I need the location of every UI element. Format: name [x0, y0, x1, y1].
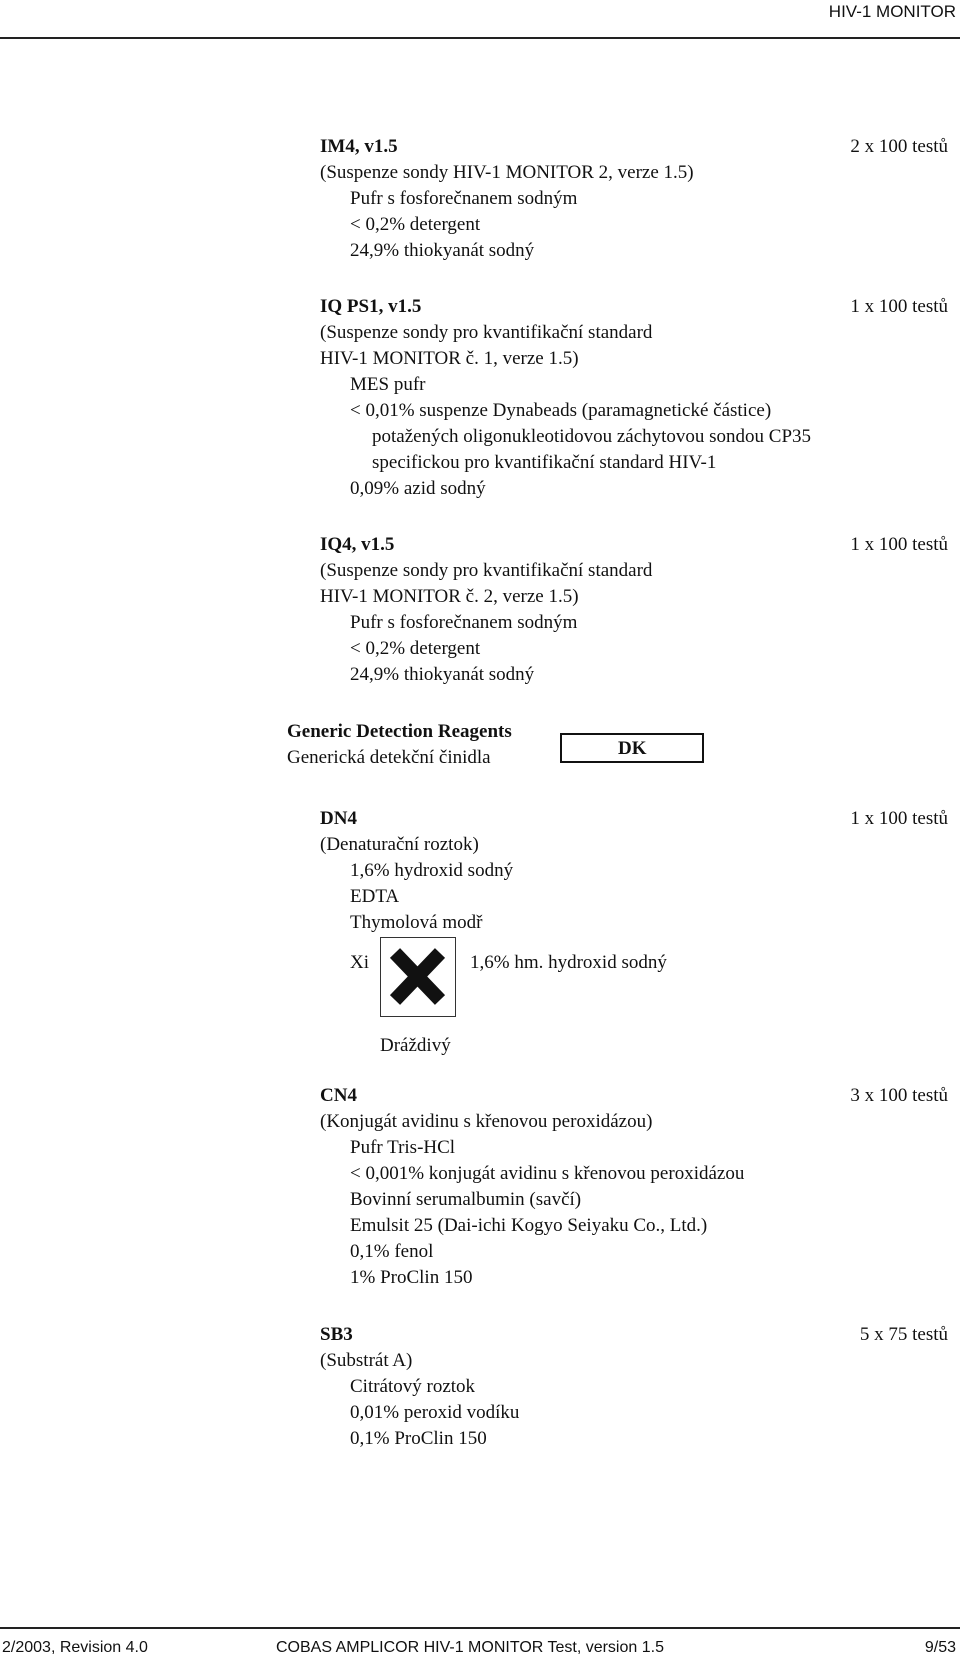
reagent-description: (Denaturační roztok)	[320, 834, 479, 855]
reagent-component: 0,01% peroxid vodíku	[350, 1402, 520, 1423]
reagent-quantity: 5 x 75 testů	[859, 1324, 948, 1345]
reagent-component: Pufr s fosforečnanem sodným	[350, 612, 578, 633]
reagent-sb3	[320, 1322, 948, 1452]
irritant-x-icon	[380, 937, 456, 1017]
section-title: Generic Detection Reagents	[287, 721, 512, 742]
hazard-code: Xi	[350, 952, 369, 973]
reagent-name: IQ PS1, v1.5	[320, 296, 422, 317]
reagent-component: 0,1% ProClin 150	[350, 1428, 487, 1449]
reagent-name: DN4	[320, 808, 357, 829]
reagent-subcomponent: potažených oligonukleotidovou záchytovou sondou CP35	[372, 426, 812, 447]
reagent-component: Pufr s fosforečnanem sodným	[350, 188, 578, 209]
reagent-component: 24,9% thiokyanát sodný	[350, 664, 535, 685]
hazard-note: 1,6% hm. hydroxid sodný	[470, 952, 667, 973]
section-subtitle: Generická detekční činidla	[287, 747, 491, 768]
reagent-dn4	[320, 806, 948, 936]
footer-revision: 2/2003, Revision 4.0	[2, 1639, 148, 1656]
footer-divider	[0, 1627, 960, 1629]
reagent-component: < 0,2% detergent	[350, 638, 481, 659]
reagent-component: 1,6% hydroxid sodný	[350, 860, 514, 881]
running-header: HIV-1 MONITOR	[828, 2, 956, 21]
reagent-component: Pufr Tris-HCl	[350, 1137, 456, 1158]
reagent-component: MES pufr	[350, 374, 426, 395]
section-heading	[287, 719, 512, 771]
reagent-iq-ps1	[320, 294, 948, 502]
reagent-component: Thymolová modř	[350, 912, 483, 933]
reagent-quantity: 1 x 100 testů	[850, 808, 948, 829]
reagent-quantity: 3 x 100 testů	[850, 1085, 948, 1106]
reagent-description: HIV-1 MONITOR č. 2, verze 1.5)	[320, 586, 579, 607]
reagent-subcomponent: specifickou pro kvantifikační standard HIV-1	[372, 452, 717, 473]
reagent-description: (Konjugát avidinu s křenovou peroxidázou)	[320, 1111, 653, 1132]
reagent-component: EDTA	[350, 886, 400, 907]
reagent-component: Bovinní serumalbumin (savčí)	[350, 1189, 582, 1210]
reagent-cn4	[320, 1083, 948, 1291]
footer-document-title: COBAS AMPLICOR HIV-1 MONITOR Test, version 1.5	[276, 1639, 664, 1656]
reagent-description: HIV-1 MONITOR č. 1, verze 1.5)	[320, 348, 579, 369]
reagent-component: 0,1% fenol	[350, 1241, 434, 1262]
reagent-component: Emulsit 25 (Dai-ichi Kogyo Seiyaku Co., Ltd.)	[350, 1215, 708, 1236]
reagent-description: (Suspenze sondy pro kvantifikační standard	[320, 560, 653, 581]
reagent-description: (Suspenze sondy pro kvantifikační standard	[320, 322, 653, 343]
reagent-component: 24,9% thiokyanát sodný	[350, 240, 535, 261]
kit-code-box: DK	[560, 733, 704, 763]
reagent-name: SB3	[320, 1324, 353, 1345]
reagent-iq4	[320, 532, 948, 688]
reagent-name: CN4	[320, 1085, 357, 1106]
reagent-description: (Suspenze sondy HIV-1 MONITOR 2, verze 1.5)	[320, 162, 694, 183]
header-divider	[0, 37, 960, 39]
reagent-quantity: 1 x 100 testů	[850, 296, 948, 317]
reagent-name: IQ4, v1.5	[320, 534, 395, 555]
hazard-label: Dráždivý	[380, 1035, 451, 1056]
reagent-quantity: 1 x 100 testů	[850, 534, 948, 555]
reagent-component: 0,09% azid sodný	[350, 478, 486, 499]
reagent-name: IM4, v1.5	[320, 136, 398, 157]
footer-page-number: 9/53	[924, 1639, 956, 1656]
reagent-quantity: 2 x 100 testů	[850, 136, 948, 157]
reagent-component: < 0,2% detergent	[350, 214, 481, 235]
reagent-component: < 0,001% konjugát avidinu s křenovou peroxidázou	[350, 1163, 745, 1184]
reagent-component: Citrátový roztok	[350, 1376, 476, 1397]
reagent-component: < 0,01% suspenze Dynabeads (paramagnetické částice)	[350, 400, 772, 421]
reagent-description: (Substrát A)	[320, 1350, 413, 1371]
reagent-component: 1% ProClin 150	[350, 1267, 473, 1288]
reagent-im4	[320, 134, 948, 264]
